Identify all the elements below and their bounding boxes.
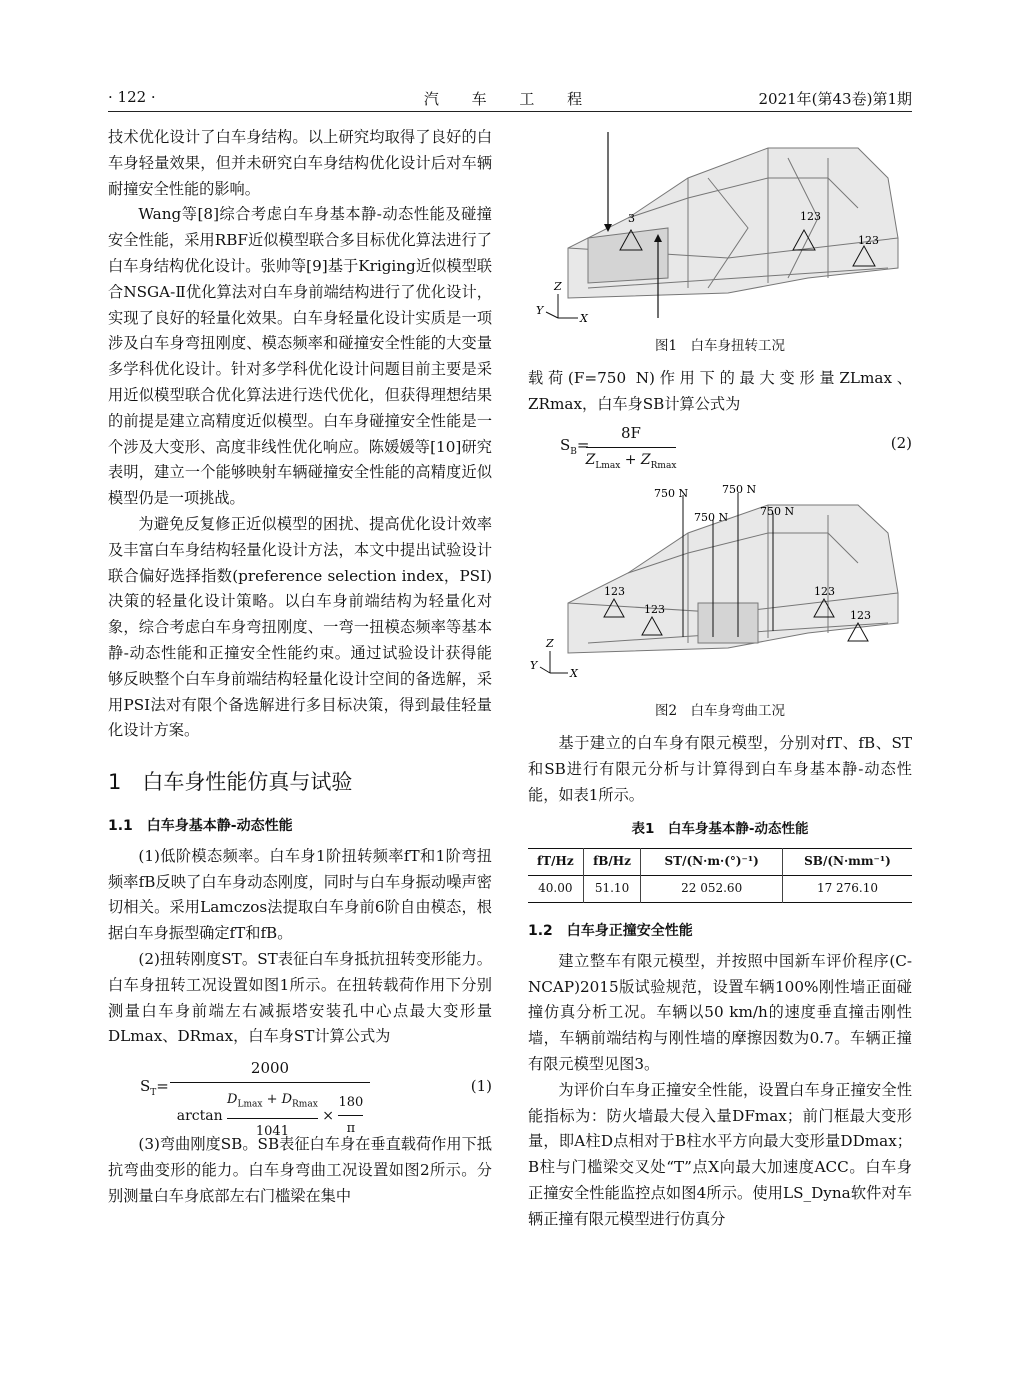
journal-title: 汽 车 工 程	[423, 90, 597, 108]
paragraph: (1)低阶模态频率。白车身1阶扭转频率fT和1阶弯扭频率fB反映了白车身动态刚度，同时与白车身振动噪声密切相关。采用Lamczos法提取白车身前6阶自由模态，根据白车身振型确定fT和fB。	[108, 846, 492, 943]
paragraph: 为评价白车身正撞安全性能，设置白车身正撞安全性能指标为：防火墙最大侵入量DFmax；前门框最大变形量，即A柱D点相对于B柱水平方向最大变形量DDmax；B柱与门槛梁交叉处“T”点X向最大加速度ACC。白车身正撞安全性能监控点如图4所示。使用LS_Dyna软件对车辆正撞有限元模型进行仿真分	[528, 1080, 912, 1228]
figure-2-image	[528, 483, 912, 693]
figure-1-image	[528, 118, 912, 328]
left-column	[108, 125, 492, 1209]
table-header-cell: fB/Hz	[583, 849, 641, 876]
table-1-caption: 表1 白车身基本静-动态性能	[631, 820, 809, 837]
table-header-cell: ST/(N·m·(°)⁻¹)	[641, 849, 783, 876]
fig2-load-label: 750 N	[722, 483, 757, 497]
fig1-label: 123	[858, 234, 879, 247]
eq2-number: (2)	[890, 434, 912, 453]
table-cell: 51.10	[583, 876, 641, 903]
equation-1	[108, 1054, 492, 1140]
section-heading: 1 白车身性能仿真与试验	[108, 770, 353, 795]
figure-2-caption: 图2 白车身弯曲工况	[654, 703, 786, 720]
page-number: · 122 ·	[108, 88, 156, 106]
svg-text:X: X	[570, 667, 578, 681]
equation-2: $S_B=$ 8F $Z_{Lmax} + Z_{Rmax}$ (2)	[528, 421, 912, 475]
svg-text:X: X	[580, 312, 588, 325]
right-column	[528, 118, 912, 1233]
fig2-label: 123	[850, 609, 871, 623]
paragraph: (2)扭转刚度ST。ST表征白车身抵抗扭转变形能力。白车身扭转工况设置如图1所示。在扭转载荷作用下分别测量白车身前端左右减振塔安装孔中心点最大变形量DLmax、DRmax，白车身ST计算公式为	[108, 949, 492, 1046]
table-1	[528, 848, 912, 903]
table-cell: 22 052.60	[641, 876, 783, 903]
figure-1-caption: 图1 白车身扭转工况	[654, 338, 786, 354]
svg-text:Y: Y	[530, 659, 538, 673]
table-cell: 17 276.10	[782, 876, 912, 903]
paragraph: (3)弯曲刚度SB。SB表征白车身在垂直载荷作用下抵抗弯曲变形的能力。白车身弯曲工况设置如图2所示。分别测量白车身底部左右门槛梁在集中	[108, 1135, 492, 1205]
fig1-label: 123	[800, 210, 821, 223]
table-row	[528, 876, 912, 903]
fig2-load-label: 750 N	[760, 505, 795, 519]
issue-info: 2021年(第43卷)第1期	[758, 90, 912, 108]
svg-text:Z: Z	[546, 637, 554, 651]
figure-1	[528, 118, 912, 328]
eq1-fraction	[170, 1056, 370, 1145]
table-header-cell: fT/Hz	[537, 854, 574, 869]
fig2-load-label: 750 N	[694, 511, 729, 525]
table-cell: 40.00	[538, 881, 573, 896]
eq1-denominator: arctan $D_{Lmax} + D_{Rmax}$ 1041 × $\frac{180}{\pi}$	[177, 1087, 364, 1145]
eq2-numerator: 8F	[621, 424, 641, 443]
subsection-heading: 1.1 白车身基本静-动态性能	[108, 817, 293, 834]
paragraph: Wang等[8]综合考虑白车身基本静-动态性能及碰撞安全性能，采用RBF近似模型联合多目标优化算法进行了白车身结构优化设计。张帅等[9]基于Kriging近似模型联合NSGA-Ⅱ优化算法对白车身前端结构进行了优化设计，实现了良好的轻量化效果。白车身轻量化设计实质是一项涉及白车身弯扭刚度、模态频率和碰撞安全性能的大变量多学科优化设计。针对多学科优化设计问题目前主要是采用近似模型联合优化算法进行迭代优化，但获得理想结果的前提是建立高精度近似模型。白车身碰撞安全性能是一个涉及大变形、高度非线性优化响应。陈媛媛等[10]研究表明，建立一个能够映射车辆碰撞安全性能的高精度近似模型仍是一项挑战。	[108, 205, 492, 508]
eq1-lhs: $S_T=$	[140, 1077, 169, 1099]
fig2-label: 123	[644, 603, 665, 617]
paragraph: 技术优化设计了白车身结构。以上研究均取得了良好的白车身轻量效果，但并未研究白车身结构优化设计后对车辆耐撞安全性能的影响。	[108, 128, 492, 198]
paragraph: 基于建立的白车身有限元模型，分别对fT、fB、ST和SB进行有限元分析与计算得到白车身基本静-动态性能，如表1所示。	[528, 734, 912, 804]
fig1-label: 3	[628, 212, 635, 225]
fig2-label: 123	[814, 585, 835, 599]
fig2-load-label: 750 N	[654, 487, 689, 501]
subsection-heading: 1.2 白车身正撞安全性能	[528, 922, 693, 939]
paragraph: 载荷(F=750 N)作用下的最大变形量ZLmax、ZRmax，白车身SB计算公式为	[528, 368, 912, 413]
header-rule	[108, 111, 912, 112]
table-header-cell: SB/(N·mm⁻¹)	[782, 849, 912, 876]
fig2-label: 123	[604, 585, 625, 599]
eq2-denominator: $Z_{Lmax} + Z_{Rmax}$	[585, 452, 677, 471]
svg-text:Y: Y	[536, 304, 544, 317]
eq1-number: (1)	[470, 1077, 492, 1096]
page-header	[108, 88, 912, 112]
paragraph: 为避免反复修正近似模型的困扰、提高优化设计效率及丰富白车身结构轻量化设计方法，本文中提出试验设计联合偏好选择指数(preference selection index，PSI)决策的轻量化设计策略。以白车身前端结构为轻量化对象，综合考虑白车身弯扭刚度、一弯一扭模态频率等基本静-动态性能和正撞安全性能约束。通过试验设计获得能够反映整个白车身前端结构轻量化设计空间的备选解，采用PSI法对有限个备选解进行多目标决策，得到最佳轻量化设计方案。	[108, 514, 492, 740]
paragraph: 建立整车有限元模型，并按照中国新车评价程序(C-NCAP)2015版试验规范，设置车辆100%刚性墙正面碰撞仿真分析工况。车辆以50 km/h的速度垂直撞击刚性墙，车辆前端结构与刚性墙的摩擦因数为0.7。车辆正撞有限元模型见图3。	[528, 951, 912, 1073]
figure-2	[528, 483, 912, 693]
eq1-numerator: 2000	[250, 1059, 290, 1078]
svg-text:Z: Z	[554, 280, 562, 293]
eq2-fraction	[586, 421, 676, 479]
